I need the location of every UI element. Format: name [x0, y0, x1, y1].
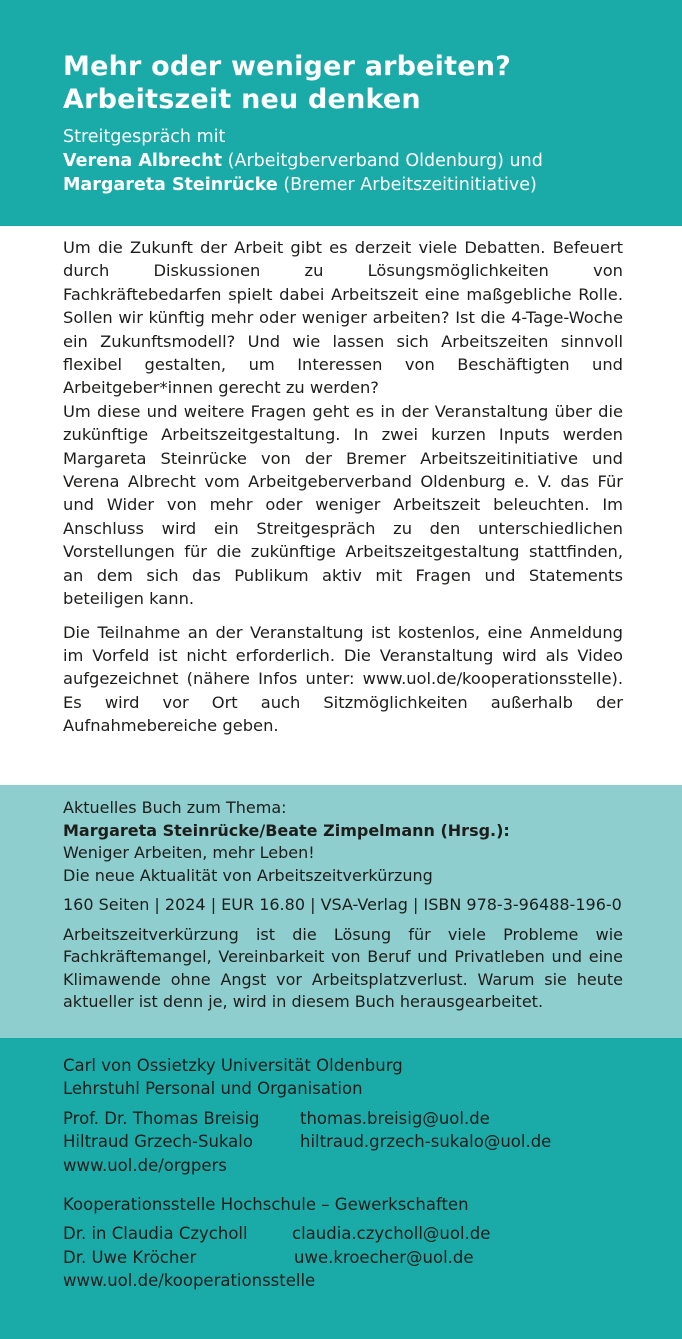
description — [63, 236, 623, 738]
contact-row — [63, 1246, 642, 1269]
contact-name: Hiltraud Grzech-Sukalo — [63, 1132, 253, 1152]
contact-row — [63, 1107, 642, 1130]
contact-email[interactable]: thomas.breisig@uol.de — [300, 1108, 490, 1128]
page-title — [63, 50, 642, 116]
book-label: Aktuelles Buch zum Thema: — [63, 798, 287, 817]
contact-name: Dr. in Claudia Czycholl — [63, 1224, 248, 1244]
contact-name: Dr. Uwe Kröcher — [63, 1247, 197, 1267]
orgpers-link[interactable]: www.uol.de/orgpers — [63, 1155, 227, 1175]
contact-row — [63, 1130, 642, 1153]
speaker2-name: Margareta Steinrücke — [63, 175, 278, 195]
office-name: Kooperationsstelle Hochschule – Gewerkschaften — [63, 1195, 469, 1215]
speaker1-name: Verena Albrecht — [63, 151, 223, 171]
book-subtitle: Die neue Aktualität von Arbeitszeitverkürzung — [63, 865, 433, 885]
speaker2-org: (Bremer Arbeitszeitinitiative) — [277, 175, 537, 195]
university-name: Carl von Ossietzky Universität Oldenburg — [63, 1056, 403, 1075]
paragraph-1: Um die Zukunft der Arbeit gibt es derzeit viele Debatten. Befeuert durch Diskussionen zu Lösungsmöglichkeiten von Fachkräftebedarfen spielt dabei Arbeitszeit eine maßgebliche Rolle. Sollen wir künftig mehr oder weniger arbeiten? Ist die 4-Tage-Woche ein Zukunftsmodell? Und wie lassen sich Arbeitszeiten sinnvoll flexibel gestalten, um Interessen von Beschäftigten und Arbeitgeber*innen gerecht zu werden? — [63, 238, 623, 398]
contact-email[interactable]: uwe.kroecher@uol.de — [294, 1247, 474, 1267]
book-meta: 160 Seiten | 2024 | EUR 16.80 | VSA-Verlag | ISBN 978-3-96488-196-0 — [63, 895, 622, 914]
paragraph-3: Die Teilnahme an der Veranstaltung ist kostenlos, eine Anmeldung im Vorfeld ist nicht erforderlich. Die Veranstaltung wird als Video aufgezeichnet (nähere Infos unter: www.uol.de/kooperationsstelle). Es wird vor Ort auch Sitzmöglichkeiten außerhalb der Aufnahmebereiche geben. — [63, 622, 623, 736]
book-section — [0, 785, 682, 1038]
contact-email[interactable]: hiltraud.grzech-sukalo@uol.de — [300, 1132, 552, 1152]
contact-email[interactable]: claudia.czycholl@uol.de — [292, 1224, 491, 1244]
contact-row — [63, 1222, 642, 1245]
title-line-2: Arbeitszeit neu denken — [63, 84, 421, 115]
event-subtitle — [63, 125, 642, 197]
book-title: Weniger Arbeiten, mehr Leben! — [63, 843, 315, 862]
subtitle-intro: Streitgespräch mit — [63, 127, 226, 147]
paragraph-2: Um diese und weitere Fragen geht es in der Veranstaltung über die zukünftige Arbeitszeitgestaltung. In zwei kurzen Inputs werden Margareta Steinrücke von der Bremer Arbeitszeitinitiative und Verena Albrecht vom Arbeitgeberverband Oldenburg e. V. das Für und Wider von mehr oder weniger Arbeitszeit beleuchten. Im Anschluss wird ein Streitgespräch zu den unterschiedlichen Vorstellungen für die zukünftige Arbeitszeitgestaltung stattfinden, an dem sich das Publikum aktiv mit Fragen und Statements beteiligen kann. — [63, 401, 623, 609]
title-line-1: Mehr oder weniger arbeiten? — [63, 51, 512, 82]
header-banner — [0, 0, 682, 226]
kooperationsstelle-link[interactable]: www.uol.de/kooperationsstelle — [63, 1271, 316, 1291]
contact-footer — [0, 1038, 682, 1339]
chair-name: Lehrstuhl Personal und Organisation — [63, 1079, 363, 1099]
book-authors: Margareta Steinrücke/Beate Zimpelmann (Hrsg.): — [63, 820, 510, 840]
contact-name: Prof. Dr. Thomas Breisig — [63, 1108, 260, 1128]
book-blurb: Arbeitszeitverkürzung ist die Lösung für viele Probleme wie Fachkräftemangel, Vereinbarkeit von Beruf und Privatleben und eine Klimawende ohne Angst vor Arbeitsplatzverlust. Warum sie heute aktueller ist denn je, wird in diesem Buch herausgearbeitet. — [63, 924, 623, 1011]
speaker1-org: (Arbeitgberverband Oldenburg) und — [222, 151, 543, 171]
